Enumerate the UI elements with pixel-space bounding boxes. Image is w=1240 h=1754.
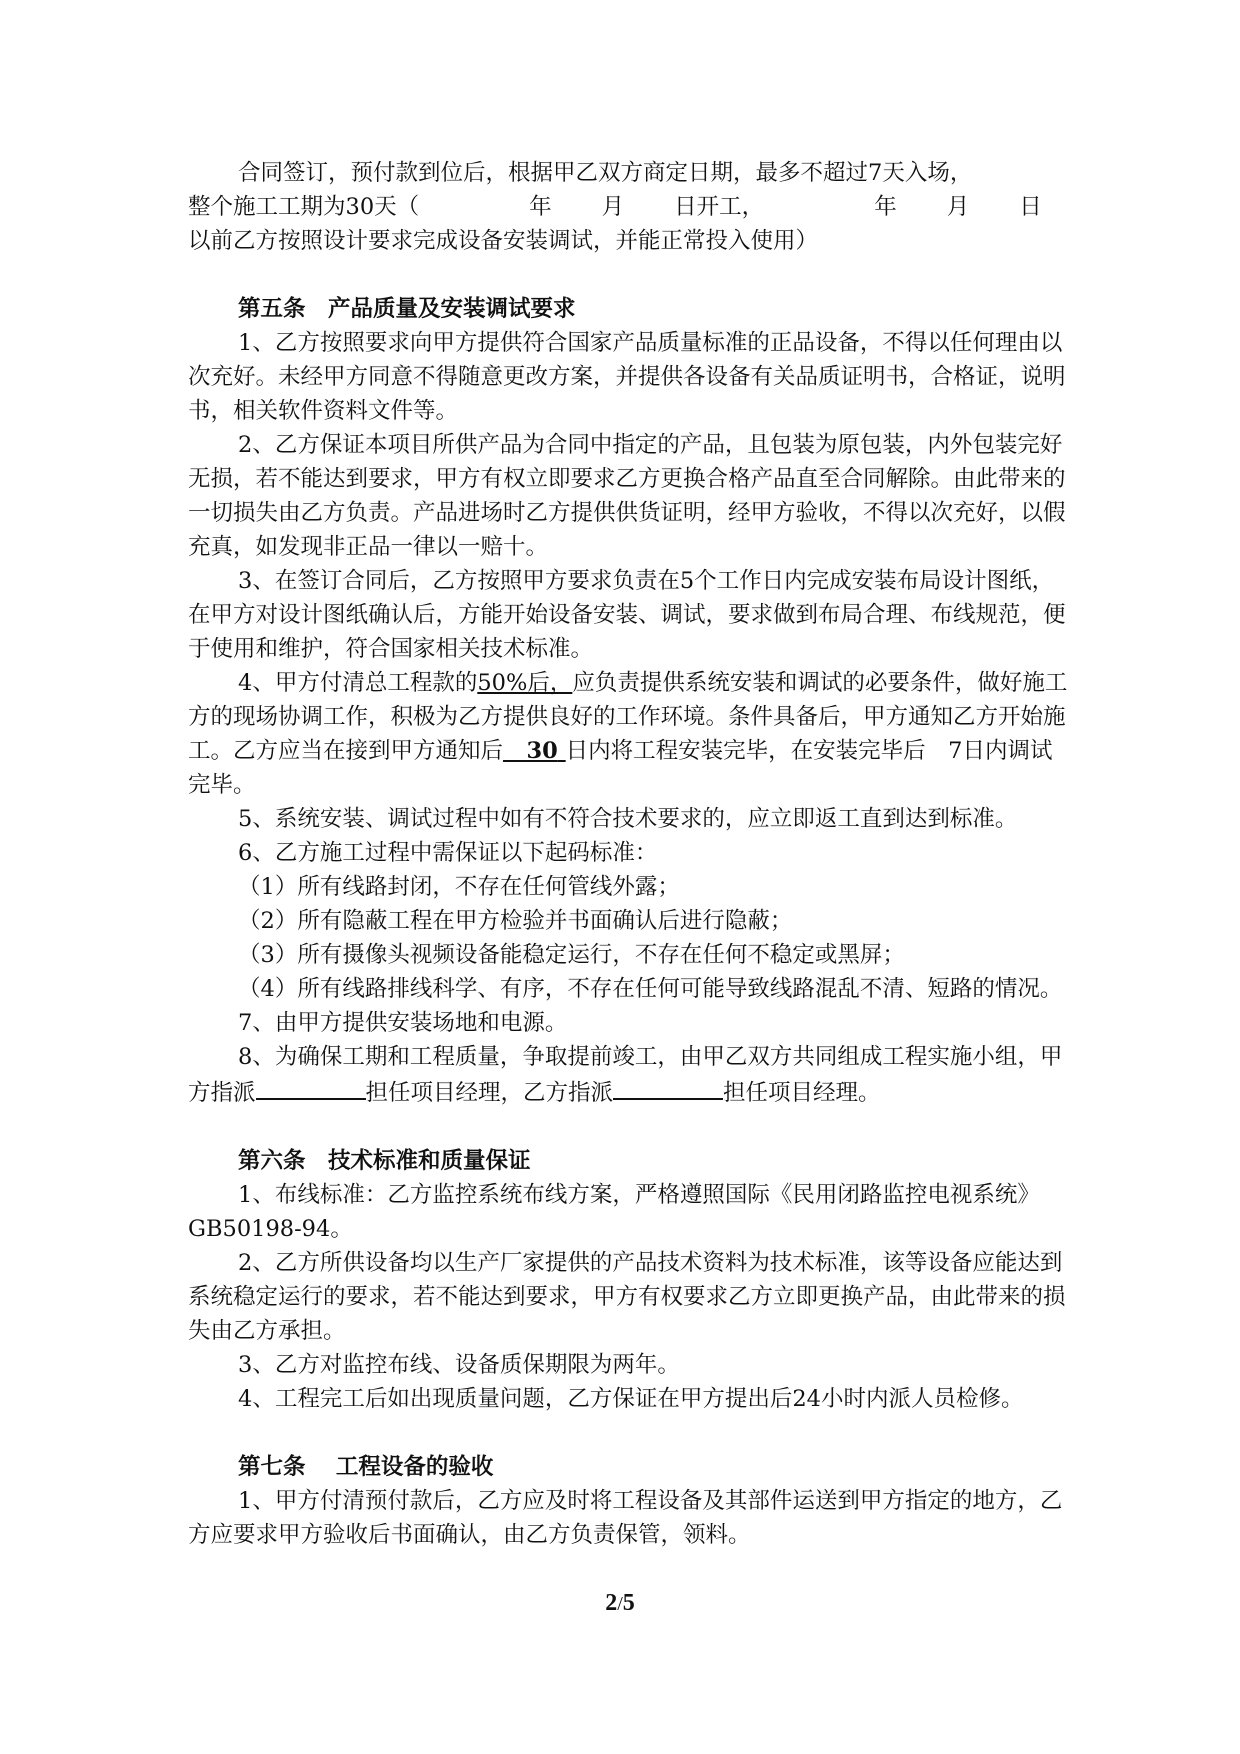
standard-1: （1）所有线路封闭，不存在任何管线外露； [238, 874, 680, 900]
article-6-item-4: 4、工程完工后如出现质量问题，乙方保证在甲方提出后24小时内派人员检修。 [238, 1386, 1024, 1412]
article-6-item-2: 2、乙方所供设备均以生产厂家提供的产品技术资料为技术标准，该等设备应能达到系统稳定运行的要求，若不能达到要求，甲方有权要求乙方立即更换产品，由此带来的损失由乙方承担。 [188, 1250, 1066, 1344]
article-5-item-4 [188, 666, 1068, 802]
page-number [0, 1590, 1240, 1617]
article-5-item-8 [188, 1040, 1068, 1110]
party-a-manager-blank [256, 1074, 366, 1100]
item-8-text-b: 担任项目经理，乙方指派 [365, 1080, 614, 1106]
install-days: 30 [526, 738, 558, 764]
item-4-text-b: 应负责提供系统安装和调试的必要条件，做好施工方的现场协调工作，积极为乙方提供良好的工作环境。条件具备后，甲方通知乙方开始施工。乙方应当在接到甲方通知后 [188, 670, 1068, 764]
article-5-item-5: 5、系统安装、调试过程中如有不符合技术要求的，应立即返工直到达到标准。 [238, 806, 1018, 832]
item-4-text-a: 4、甲方付清总工程款的 [238, 670, 478, 696]
standard-4: （4）所有线路排线科学、有序，不存在任何可能导致线路混乱不清、短路的情况。 [238, 976, 1063, 1002]
end-month-label: 月 [946, 194, 970, 220]
end-year-label: 年 [874, 194, 897, 220]
start-year-label: 年 [529, 194, 552, 220]
item-8-text-a: 8、为确保工期和工程质量，争取提前竣工，由甲乙双方共同组成工程实施小组，甲方指派 [188, 1044, 1063, 1106]
article-7-heading: 第七条 工程设备的验收 [238, 1454, 494, 1480]
page-separator: / [617, 1593, 623, 1615]
total-pages: 5 [622, 1590, 635, 1616]
article-5-item-7: 7、由甲方提供安装场地和电源。 [238, 1010, 568, 1036]
article-5-item-2: 2、乙方保证本项目所供产品为合同中指定的产品，且包装为原包装，内外包装完好无损，若不能达到要求，甲方有权立即要求乙方更换合格产品直至合同解除。由此带来的一切损失由乙方负责。产品进场时乙方提供供货证明，经甲方验收，不得以次充好，以假充真，如发现非正品一律以一赔十。 [188, 432, 1066, 560]
intro-line-1: 合同签订，预付款到位后，根据甲乙双方商定日期，最多不超过7天入场， [238, 160, 973, 186]
document-body [188, 156, 1068, 1552]
payment-percentage: 50%后， [477, 670, 573, 696]
article-5-item-3: 3、在签订合同后，乙方按照甲方要求负责在5个工作日内完成安装布局设计图纸，在甲方对设计图纸确认后，方能开始设备安装、调试，要求做到布局合理、布线规范，便于使用和维护，符合国家相关技术标准。 [188, 568, 1066, 662]
intro-line-3: 以前乙方按照设计要求完成设备安装调试，并能正常投入使用） [188, 228, 819, 254]
article-5-item-6: 6、乙方施工过程中需保证以下起码标准： [238, 840, 658, 866]
item-8-text-c: 担任项目经理。 [723, 1080, 881, 1106]
current-page: 2 [605, 1590, 618, 1616]
start-day-label: 日开工， [674, 194, 765, 220]
intro-line-2 [188, 190, 1068, 224]
intro-period-text: 整个施工工期为30天（ [188, 194, 420, 220]
end-day-label: 日 [1019, 194, 1042, 220]
article-6-item-1: 1、布线标准：乙方监控系统布线方案，严格遵照国际《民用闭路监控电视系统》GB50198-94。 [188, 1182, 1040, 1242]
article-5-heading: 第五条 产品质量及安装调试要求 [238, 296, 576, 322]
standard-3: （3）所有摄像头视频设备能稳定运行，不存在任何不稳定或黑屏； [238, 942, 905, 968]
article-5-item-1: 1、乙方按照要求向甲方提供符合国家产品质量标准的正品设备，不得以任何理由以次充好。未经甲方同意不得随意更改方案，并提供各设备有关品质证明书，合格证，说明书，相关软件资料文件等。 [188, 330, 1066, 424]
start-month-label: 月 [601, 194, 625, 220]
standard-2: （2）所有隐蔽工程在甲方检验并书面确认后进行隐蔽； [238, 908, 793, 934]
article-6-item-3: 3、乙方对监控布线、设备质保期限为两年。 [238, 1352, 680, 1378]
article-7-item-1: 1、甲方付清预付款后，乙方应及时将工程设备及其部件运送到甲方指定的地方，乙方应要求甲方验收后书面确认，由乙方负责保管，领料。 [188, 1488, 1063, 1548]
item-4-text-c: 日内将工程安装完毕，在安装完毕后 7日内调试完毕。 [188, 738, 1053, 798]
party-b-manager-blank [613, 1074, 723, 1100]
article-6-heading: 第六条 技术标准和质量保证 [238, 1148, 531, 1174]
